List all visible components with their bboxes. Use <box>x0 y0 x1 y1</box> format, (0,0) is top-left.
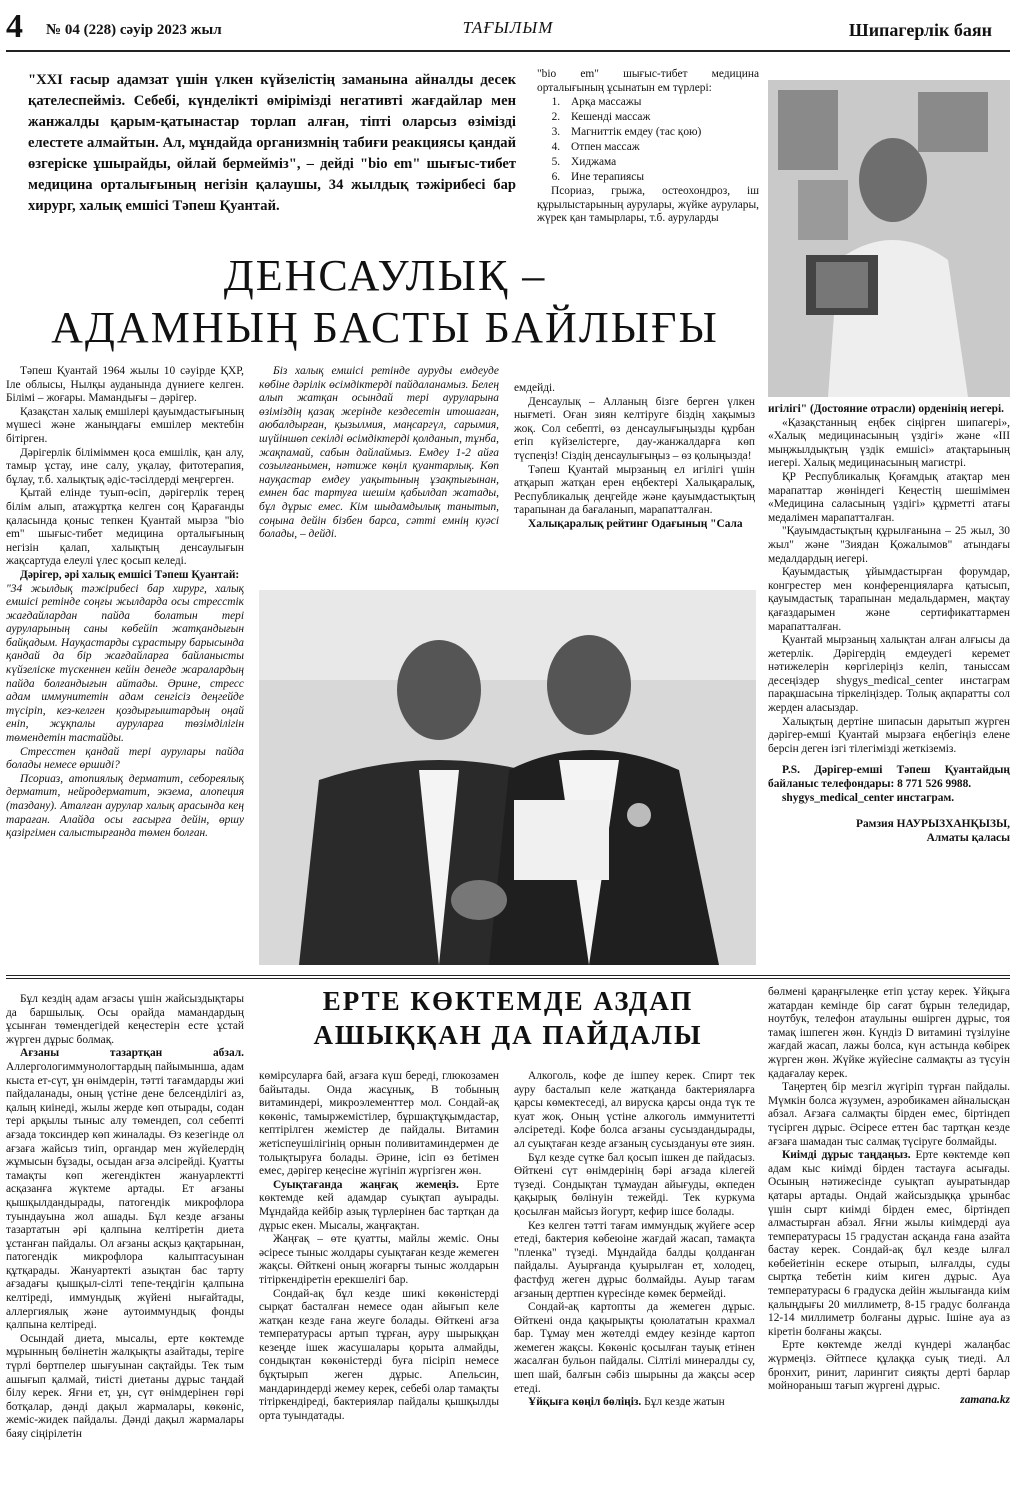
article1-headline <box>20 250 750 354</box>
award-illustration <box>259 590 756 965</box>
byline <box>768 817 1010 845</box>
paragraph: ҚР Республикалық Қоғамдық атақтар мен марапаттар жөніндегі Кеңестің шешімімен «Медицина саласының үздігі» құрметті атағы медалімен марапатталған. <box>768 470 1010 524</box>
paragraph: Қазақстан халық емшілері қауымдастығының мүшесі және жаныңдағы емшілер мектебін бітірген. <box>6 405 244 445</box>
paragraph: игілігі" (Достояние отрасли) орденінің иегері. <box>768 403 1005 415</box>
diseases-text: Псориаз, грыжа, остеохондроз, іш құрылыстарының аурулары, жүйке аурулары, жүрек қан тамырлары, т.б. ауруларды <box>537 185 759 225</box>
paragraph: Кез келген тәтті тағам иммундық жүйеге әсер етеді, бактерия көбеюіне жағдай жасап, тамақта "пленка" түзеді. Мұндайда балды қолданған пайдалы. Ауырғанда қуырылған ет, холодец, фастфуд жеген дұрыс болмайды. Ауыр тағам ағзаның дертпен күресінде көмек бермейді. <box>514 1219 755 1300</box>
paragraph: емдейді. <box>514 382 556 394</box>
article1-col1 <box>6 365 244 841</box>
paragraph: Жаңғақ – өте қуатты, майлы жеміс. Оны әсіресе тыныс жолдары суықтаған кезде жемеген жақсы. Өйткені оның жоғарғы тыныс жолдарын тітіркендіретін ерекшелігі бар. <box>259 1233 499 1286</box>
article-divider <box>6 975 1010 976</box>
article2-col4 <box>768 986 1010 1407</box>
article1-col2 <box>259 365 499 542</box>
paragraph: Осындай диета, мысалы, ерте көктемде мұрынның бөлінетін жалқықты азайтады, теріге түрлі бөртпелер шығуынан сақтайды. Тек тым ашығып қалмай, тиісті диетаны дұрыс таңдай білу керек. Яғни ет, ұн, сүт өнімдерінен гөрі ботқалар, дәнді дақыл жармалары, көкөніс, жеміс-жидек пайдалы. Дәнді дақыл жармалары баяу сіңірілетін <box>6 1332 244 1440</box>
article-divider <box>6 978 1010 979</box>
section-title: ТАҒЫЛЫМ <box>462 18 554 37</box>
award-photo <box>259 590 756 965</box>
paragraph-text: Ерте көктемде көп адам кыс киімді бірден тастауға асығады. Осының нәтижесінде суықтап ауыратындар қатары артады. Ондай жайсыздыққа ұрынбас үшін сырт киімді бірден емес, біртіндеп алмастырған абзал. Яғни жылы киімдерді ауа температурасы 15 градустан асқанда ғана азайта бастау керек. Сондай-ақ бұл кезде ылғал көбейетінін ескере отырып, ылғалды, суды сыртқа тебетін киім киген дұрыс. Ауа температурасы 6 градуска дейін жылығанда киім қалыңдығы 20 миллиметр, 8-15 градус болғанда 12-14 миллиметр болғаны дұрыс. Ішіне ауа аз кіретін болғаны жақсы. <box>768 1149 1010 1338</box>
headline-line: АШЫҚҚАН ДА ПАЙДАЛЫ <box>313 1020 703 1050</box>
issue-info: № 04 (228) сәуір 2023 жыл <box>46 22 222 38</box>
treatments-block <box>537 68 759 226</box>
treatment-item: 2. Кешенді массаж <box>563 110 759 125</box>
paragraph: «Қазақстанның еңбек сіңірген шипагері», «Халық медицинасының үздігі» және «ІІІ мыңжылдықтың үздік емшісі» атақтарының иегері. Халық медицинасының магистрі. <box>768 416 1010 470</box>
paragraph: Тәпеш Қуантай мырзаның ел игілігі үшін атқарып жатқан ерен еңбектері Халықаралық, Республикалық деңгейде және қауымдастықтың тарапынан да бағаланып, марапатталған. <box>514 463 755 517</box>
ps-instagram: shygys_medical_center инстаграм. <box>782 791 955 804</box>
portrait-illustration <box>768 80 1010 397</box>
treatment-item: 4. Отпен массаж <box>563 140 759 155</box>
treatment-item: 5. Хиджама <box>563 155 759 170</box>
paragraph: көмірсуларға бай, ағзаға күш береді, глюкозамен байытады. Онда жасұнық, В тобының витаминдері, микроэлементтер мол. Сондай-ақ көкөніс, тамыржемістілер, бұршақтұқымдастар, кептірілген жемістер де пайдалы. Витамин жетіспеушілігінің орнын поливитаминдермен де толықтыруға болады. Әрине, ісіп өз бетімен емес, дәрігер кеңесіне жүгініп жүргізген жөн. <box>259 1070 499 1178</box>
paragraph: Бұл кезде сүтке бал қосып ішкен де пайдасыз. Өйткені сүт өнімдерінің бәрі ағзада кілегей түзеді. Сондықтан тұмаудан айығуды, өкпеден қақырық бөлінуін тежейді. Тек куркума қосылған майсыз йогурт, кефир ішсе болады. <box>514 1151 755 1218</box>
page-number: 4 <box>6 8 23 45</box>
portrait-photo <box>768 80 1010 397</box>
lead-paragraph: "XXI ғасыр адамзат үшін үлкен күйзелістің заманына айналды десек қателеспейміз. Себебі, күнделікті өмірімізді негативті жағдайлар мен жанжалды қарым-қатынастар торлап алған, тіпті оларсыз өзімізді елестете алмайтын. Ал, мұндайда организмнің табиғи реакциясы қандай өзгеріске ұшырайды, ойлай бермейміз", – дейді "bio em" шығыс-тибет медицина орталығының негізін қалаушы, 34 жылдық тәжірибесі бар хирург, халық емшісі Тәпеш Қуантай. <box>28 72 516 214</box>
paragraph: Біз халық емшісі ретінде ауруды емдеуде көбіне дәрілік өсімдіктерді пайдаланамыз. Белең алып жатқан осындай тері ауруларына өзіміздің қазақ жерінде кездесетін итошаған, аюбалдырған, қызылмия, маңсаргүл, сарымия, шүйіншөп секілді өсімдіктерді қолданып, тұнба, жақпамай, сабын дайлаймыз. Емдеу 1-2 айға созылғанымен, нәтиже көңіл қуантарлық. Көп науқастар емдеу уақытының ұзақтығынан, емнен бас тартуға шешім қабылдап жатады, бұл дұрыс емес. Кім шыдамдылық танытып, соңына дейін бізбен барса, сәтті емнің куәсі болады, – дейді. <box>259 365 499 541</box>
paragraph: Стресстен қандай тері аурулары пайда болады немесе өршиді? <box>6 745 244 772</box>
paragraph: Тәпеш Қуантай 1964 жылы 10 сәуірде ҚХР, Іле облысы, Нылқы ауданында дүниеге келген. Білімі – жоғары. Мамандығы – дәрігер. <box>6 365 244 405</box>
article2-headline <box>262 984 754 1052</box>
header-rule <box>6 50 1010 52</box>
paragraph: "Қауымдастықтың құрылғанына – 25 жыл, 30 жыл" және "Зиядан Қожалымов" атындағы медалдардың иегері. <box>768 525 1010 565</box>
headline-line: АДАМНЫҢ БАСТЫ БАЙЛЫҒЫ <box>51 303 719 352</box>
paragraph: Сондай-ақ бұл кезде шикі көкөністерді сырқат басталған немесе одан айығып келе жатқан кезде ғана жеуге болады. Өйткені ағза температурасы артып тұрған, ауру шырыққан кезеңде ішек жасушалары қорыта алмайды, сондықтан көкөністерді буға пісіріп немесе бұқтырып жеген дұрыс. Апельсин, мандариндерді жемеу керек, себебі олар тамақты тітіркендіреді, бактериялар пайдалы қышқылды орта туындатады. <box>259 1287 499 1422</box>
paragraph: Халықаралық рейтинг Одағының "Сала <box>528 517 743 530</box>
treatment-item: 6. Ине терапиясы <box>563 170 759 185</box>
paragraph: Қуантай мырзаның халықтан алған алғысы да жетерлік. Дәрігердің емдеудегі керемет нәтижелерін көргілеріңіз келіп, танысcам десеңіздер shygys_medical_center инстаграм парақшасына тіркеліңіздер. Толық ақпаратты сол жерден аласыздар. <box>768 634 1010 715</box>
rubric-title: Шипагерлік баян <box>848 20 992 40</box>
paragraph: Қауымдастық ұйымдастырған форумдар, конгрестер мен конференцияларға қатысып, қауымдастық тарапынан медальдармен, мақтау қағаздарымен және сертификаттармен марапатталған. <box>768 566 1010 633</box>
treatment-item: 3. Магниттік емдеу (тас қою) <box>563 125 759 140</box>
headline-line: ЕРТЕ КӨКТЕМДЕ АЗДАП <box>322 986 694 1016</box>
article2-col3 <box>514 1070 755 1410</box>
paragraph-text: Бұл кезде жатын <box>644 1396 725 1409</box>
article1-col4 <box>768 403 1010 845</box>
subhead: Суықтағанда жаңғақ жемеңіз. <box>273 1178 459 1191</box>
paragraph: Сондай-ақ картопты да жемеген дұрыс. Өйткені онда қақырықты қоюлататын крахмал бар. Тұмау мен жөтелді емдеу кезінде картоп жемеген жақсы. Көкөніс қосылған тауық етінен жасалған бульон пайдалы. Сілтілі минералды су, шеп шай, балғын сәбіз шырыны да жақсы әсер етеді. <box>514 1301 755 1395</box>
ps-note: P.S. Дәрігер-емші Тәпеш Қуантайдың байланыс телефондары: 8 771 526 9988. <box>768 764 1010 791</box>
paragraph: Таңертең бір мезгіл жүгіріп түрған пайдалы. Мүмкін болса жүзумен, аэробикамен айналысқан абзал. Ағзаға салмақты бірден емес, біртіндеп түсірген дұрыс. Әсіресе еттен бас тартқан кезде ағзаға шамадан тыс салмақ түсіруге болмайды. <box>768 1081 1010 1148</box>
subhead: Киімді дұрыс таңдаңыз. <box>782 1149 911 1162</box>
paragraph: Алкоголь, кофе де ішпеу керек. Спирт тек ауру басталып келе жатқанда бактерияларға қарсы көмектеседі, ал вируска қарсы онда түк те куат жоқ. Оның үстіне алкоголь иммунитетті әлсіретеді. Кофе болса ағзаны сусыздандырады, ал суықтаған кезде ағзаның сусыздануы өте зиян. <box>514 1070 755 1150</box>
paragraph: Дәрігерлік біліміммен қоса емшілік, қан алу, тамыр ұстау, ине салу, уқалау, фитотерапия, бұлау, т.б. халықтық әдіс-тәсілдерді меңгерген. <box>6 446 244 486</box>
author-name: Рамзия НАУРЫЗХАНҚЫЗЫ, <box>856 818 1010 831</box>
treatment-item: 1. Арқа массажы <box>563 95 759 110</box>
page-header <box>0 0 1016 48</box>
paragraph: "34 жылдық тәжірибесі бар хирург, халық емшісі ретінде соңғы жылдарда осы стресстік жағдайлардан пайда болатын тері ауруларының саны көбейіп жатқандығын байқадым. Науқастарды сұрастыру барысында қандай да бір жағдайларға байланысты күйзеліске түскеннен кейін денеде жаралардың пайда болғандығын айтады. Әрине, стресс адам иммунитетін адам сенгісіз деңгейде түсіріп, кез-келген қоздырғыштардың оңай еніп, жұқпалы ауруларға төзімділігін төмендетін тастайды. <box>6 582 244 745</box>
article1-col3 <box>514 382 755 532</box>
paragraph-text: Аллергологиммунологтардың пайымынша, адам кыста ет-сүт, ұн өнімдерін, тәтті тағамдарды жиі пайдаланады, оның үстіне дене белсенділігі аз, қалың киінеді, жылы жерде көп отырады, содан тері арқылы тыныс алу төмендеп, сол себепті ағзада токсиндер көп жиналады. Өз кезегінде ол ағзаға жайсыз тиіп, органдар мен жүйелердің жұмысын бұзады, осыдан ағза әлсірейді. Қуатты тамақты көп жегендіктен жануарлектті асқазанға жүктеме артады. Ет ағзаны қышқылдандырады, патогендік микрофлора туындауына жол ашады. Бұл кезде ағзаны тазартатын әрі қалпына келтіретін диета ұстанған пайдалы. Ол ағзаны асқыз қақтарынан, патогендік микрофлора калыптасуынан құтқарады. Жануартекті азықтан бас тарту ағзадағы қышқыл-сілті тепе-теңдігін қалпына келтіреді, иммундық жүйені нығайтады, аллергиялық және аутоиммундық фонды қалпына келтіреді. <box>6 1060 244 1332</box>
article2-col2 <box>259 1070 499 1423</box>
author-city: Алматы қаласы <box>926 832 1010 845</box>
paragraph: Псориаз, атопиялық дерматит, себореялық дерматит, нейродерматит, экзема, алопеция (таздану). Аталған аурулар халық арасында кең тараған. Алайда осы ғасырға дейін, өршу қазіргімен салыстырғанда төмен болған. <box>6 772 244 840</box>
paragraph: Ерте көктемде желді күндері жалаңбас жүрмеңіз. Әйтпесе құлаққа суық тиеді. Ал бронхит, ринит, ларингит сияқты дерті барлар мойнораныш тағып жүргені дұрыс. <box>768 1339 1010 1393</box>
treatments-list <box>537 95 759 185</box>
paragraph: Қытай елінде туып-өсіп, дәрігерлік терең білім алып, атажұртқа келген соң Қарағанды қаласында қоныс тепкен Қуантай мырза "bio em" шығыс-тибет медицина орталығының негізін қалап, халықтың денсаулығын жақсартуда елеулі үлес қосып келеді. <box>6 487 244 568</box>
headline-line: ДЕНСАУЛЫҚ – <box>223 251 547 300</box>
treatments-intro: "bio em" шығыс-тибет медицина орталығының ұсынатын ем түрлері: <box>537 68 759 94</box>
subhead: Ағзаны тазартқан абзал. <box>20 1047 244 1060</box>
paragraph: Денсаулық – Алланың бізге берген үлкен нығметі. Оған зиян келтіруге біздің хақымыз жоқ. Сол себепті, өз денсаулығыңызды құрбан етіп күйзелістерге, дау-жанжалдарға көп түспеңіз! Сіздің денсаулығыңыз – өз қолыңызда! <box>514 395 755 462</box>
paragraph: Халықтың дертіне шипасын дарытып жүрген дәрігер-емші Қуантай мырзаға еңбегіңіз елене берсін деген ізгі тілегімізді жеткіземіз. <box>768 715 1010 755</box>
paragraph-text: Ерте көктемде кей адамдар суықтап ауырады. Мұндайда кейбір азық түрлерінен бас тартқан да дұрыс екен. Мысалы, жаңғақтан. <box>259 1178 499 1232</box>
subhead: Ұйқыға көңіл бөліңіз. <box>528 1396 642 1409</box>
paragraph: Дәрігер, әрі халық емшісі Тәпеш Қуантай: <box>20 568 240 581</box>
paragraph: бөлмені қараңғылеңке етіп ұстау керек. Ұйқыға жатардан кемінде бір сағат бұрын теледидар, ноутбук, телефон атаулыны өшірген дұрыс, тоя тамақ ішпеген жөн. Күндіз D витамині түзілуіне жағдай жасап, лажы болса, күн астында көбірек жүрген жөн. Жүйке жүйесіне салмақты аз түсуін қадағалау керек. <box>768 986 1010 1080</box>
source-credit: zamana.kz <box>960 1393 1010 1406</box>
article2-col1 <box>6 993 244 1442</box>
paragraph: Бұл кездің адам ағзасы үшін жайсыздықтары да баршылық. Осы орайда мамандардың ұсынған төмендегідей кеңестерін есте ұстай жүрген дұрыс болмақ. <box>6 993 244 1046</box>
